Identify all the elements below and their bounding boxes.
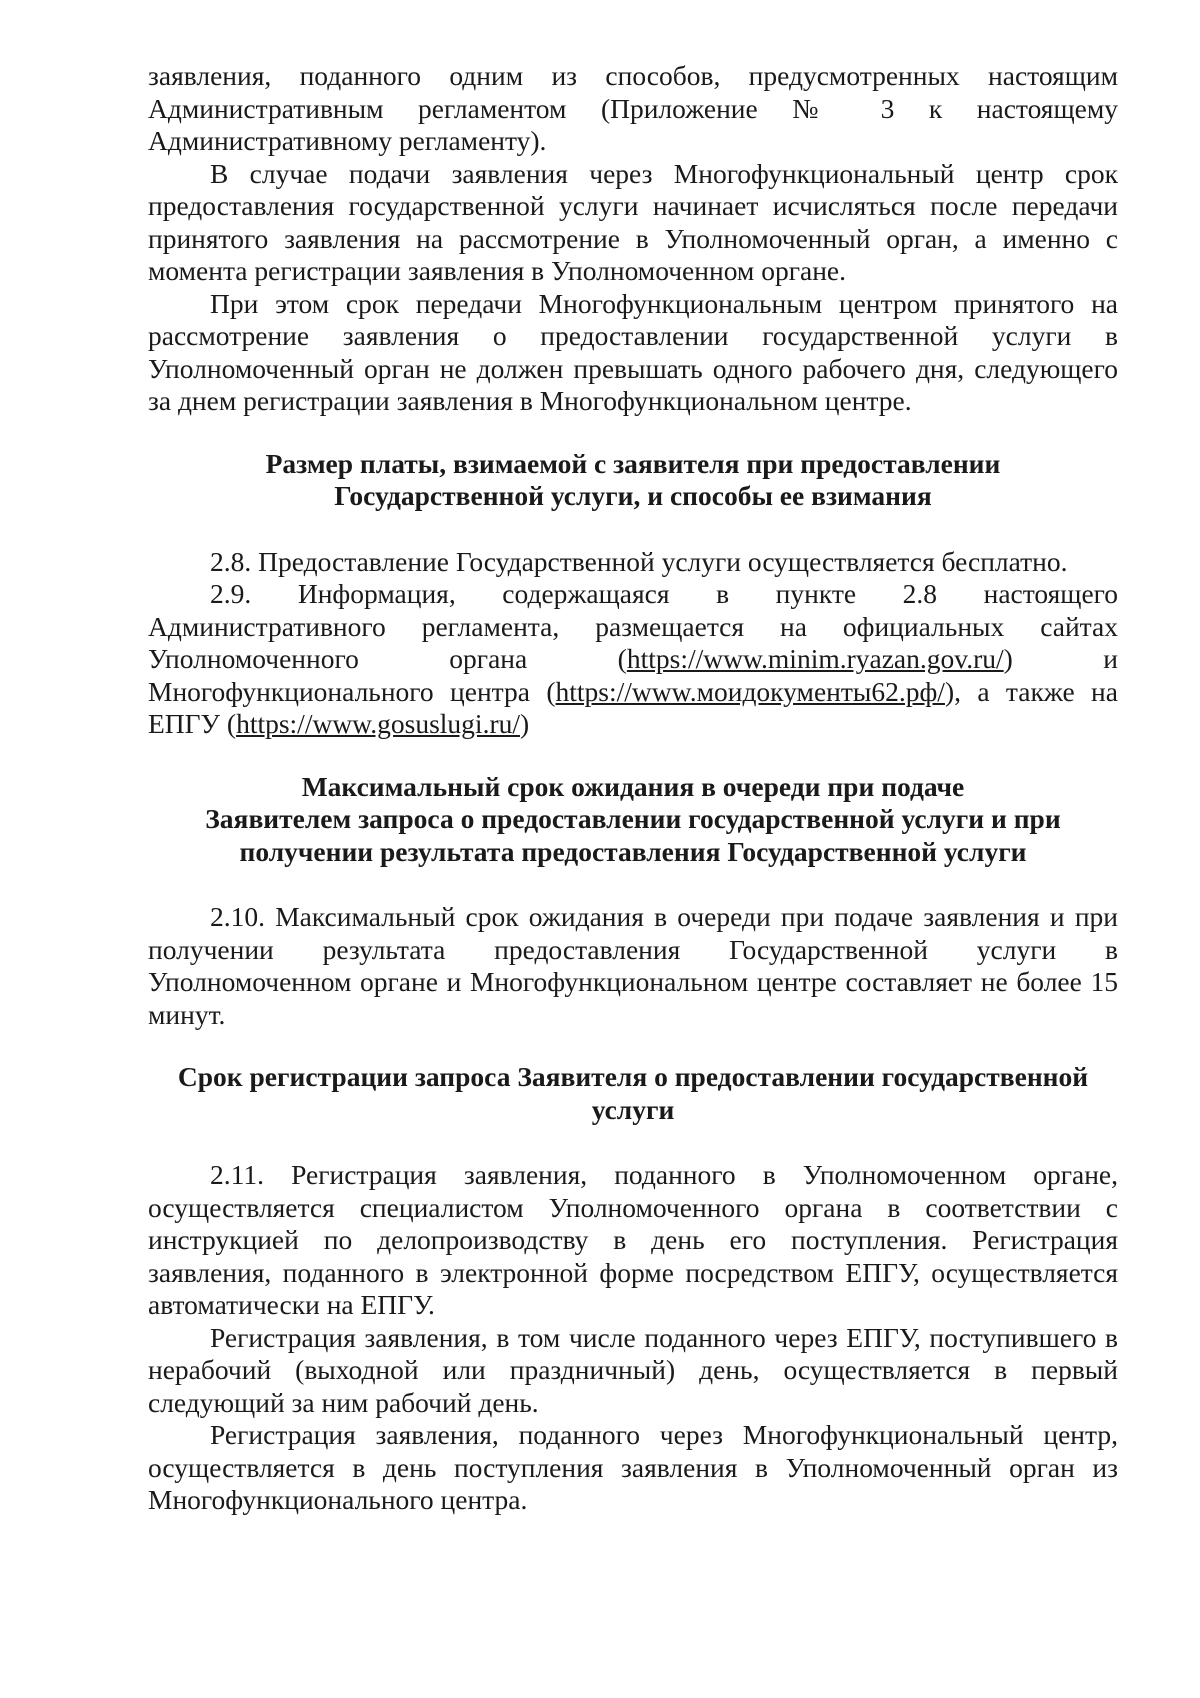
paragraph-registration-holiday: Регистрация заявления, в том числе поданного через ЕПГУ, поступившего в нерабочий (выходной или праздничный) день, осуществляется в первый следующий за ним рабочий день. xyxy=(148,1321,1118,1418)
heading-queue-line3: получении результата предоставления Государственной услуги xyxy=(239,835,1027,867)
paragraph-2-9-mid: ) и Многофункционального центра ( xyxy=(148,643,1118,707)
heading-queue-line2: Заявителем запроса о предоставлении государственной услуги и при xyxy=(205,803,1061,834)
document-body xyxy=(148,60,1118,1517)
link-gosuslugi[interactable]: https://www.gosuslugi.ru/ xyxy=(236,708,520,739)
paragraph-mfc-transfer-term: При этом срок передачи Многофункциональным центром принятого на рассмотрение заявления о предоставлении государственной услуги в Уполномоченный орган не должен превышать одного рабочего дня, следующего за днем регистрации заявления в Многофункциональном центре. xyxy=(148,287,1118,416)
paragraph-registration-mfc: Регистрация заявления, поданного через Многофункциональный центр, осуществляется в день поступления заявления в Уполномоченный орган из Многофункционального центра. xyxy=(148,1419,1118,1515)
paragraph-2-9-mid2: ), а также на ЕПГУ ( xyxy=(148,675,1118,739)
heading-registration xyxy=(148,1061,1118,1126)
paragraph-2-10: 2.10. Максимальный срок ожидания в очереди при подаче заявления и при получении результата предоставления Государственной услуги в Уполномоченном органе и Многофункциональном центре составляет не более 15 минут. xyxy=(148,901,1118,1030)
paragraph-2-9-start: 2.9. Информация, содержащаяся в пункте 2.8 настоящего Административного регламента, размещается на официальных сайтах Уполномоченного органа ( xyxy=(148,578,1118,674)
link-ryazan[interactable]: https://www.minim.ryazan.gov.ru/ xyxy=(626,643,1004,674)
heading-fee-line1: Размер платы, взимаемой с заявителя при предоставлении xyxy=(265,447,1001,479)
paragraph-2-9 xyxy=(148,578,1118,741)
paragraph-2-11: 2.11. Регистрация заявления, поданного в Уполномоченном органе, осуществляется специалистом Уполномоченного органа в соответствии с инструкцией по делопроизводству в день его поступления. Регистрация заявления, поданного в электронной форме посредством ЕПГУ, осуществляется автоматически на ЕПГУ. xyxy=(148,1159,1118,1320)
paragraph-intro: заявления, поданного одним из способов, предусмотренных настоящим Административным регламентом (Приложение № 3 к настоящему Административному регламенту). xyxy=(148,60,1118,156)
paragraph-2-9-end: ) xyxy=(520,708,530,739)
paragraph-2-8: 2.8. Предоставление Государственной услуги осуществляется бесплатно. xyxy=(210,545,1068,577)
heading-fee-line2: Государственной услуги, и способы ее взимания xyxy=(334,480,932,511)
link-mfc[interactable]: https://www.моидокументы62.рф/ xyxy=(555,675,945,707)
heading-registration-line1: Срок регистрации запроса Заявителя о предоставлении государственной xyxy=(177,1061,1089,1092)
heading-queue-line1: Максимальный срок ожидания в очереди при подаче xyxy=(301,770,965,802)
heading-registration-line2: услуги xyxy=(591,1093,675,1125)
heading-queue xyxy=(148,771,1118,869)
paragraph-mfc-term-start: В случае подачи заявления через Многофункциональный центр срок предоставления государственной услуги начинает исчисляться после передачи принятого заявления на рассмотрение в Уполномоченный орган, а именно с момента регистрации заявления в Уполномоченном органе. xyxy=(148,157,1118,286)
heading-fee xyxy=(148,448,1118,513)
